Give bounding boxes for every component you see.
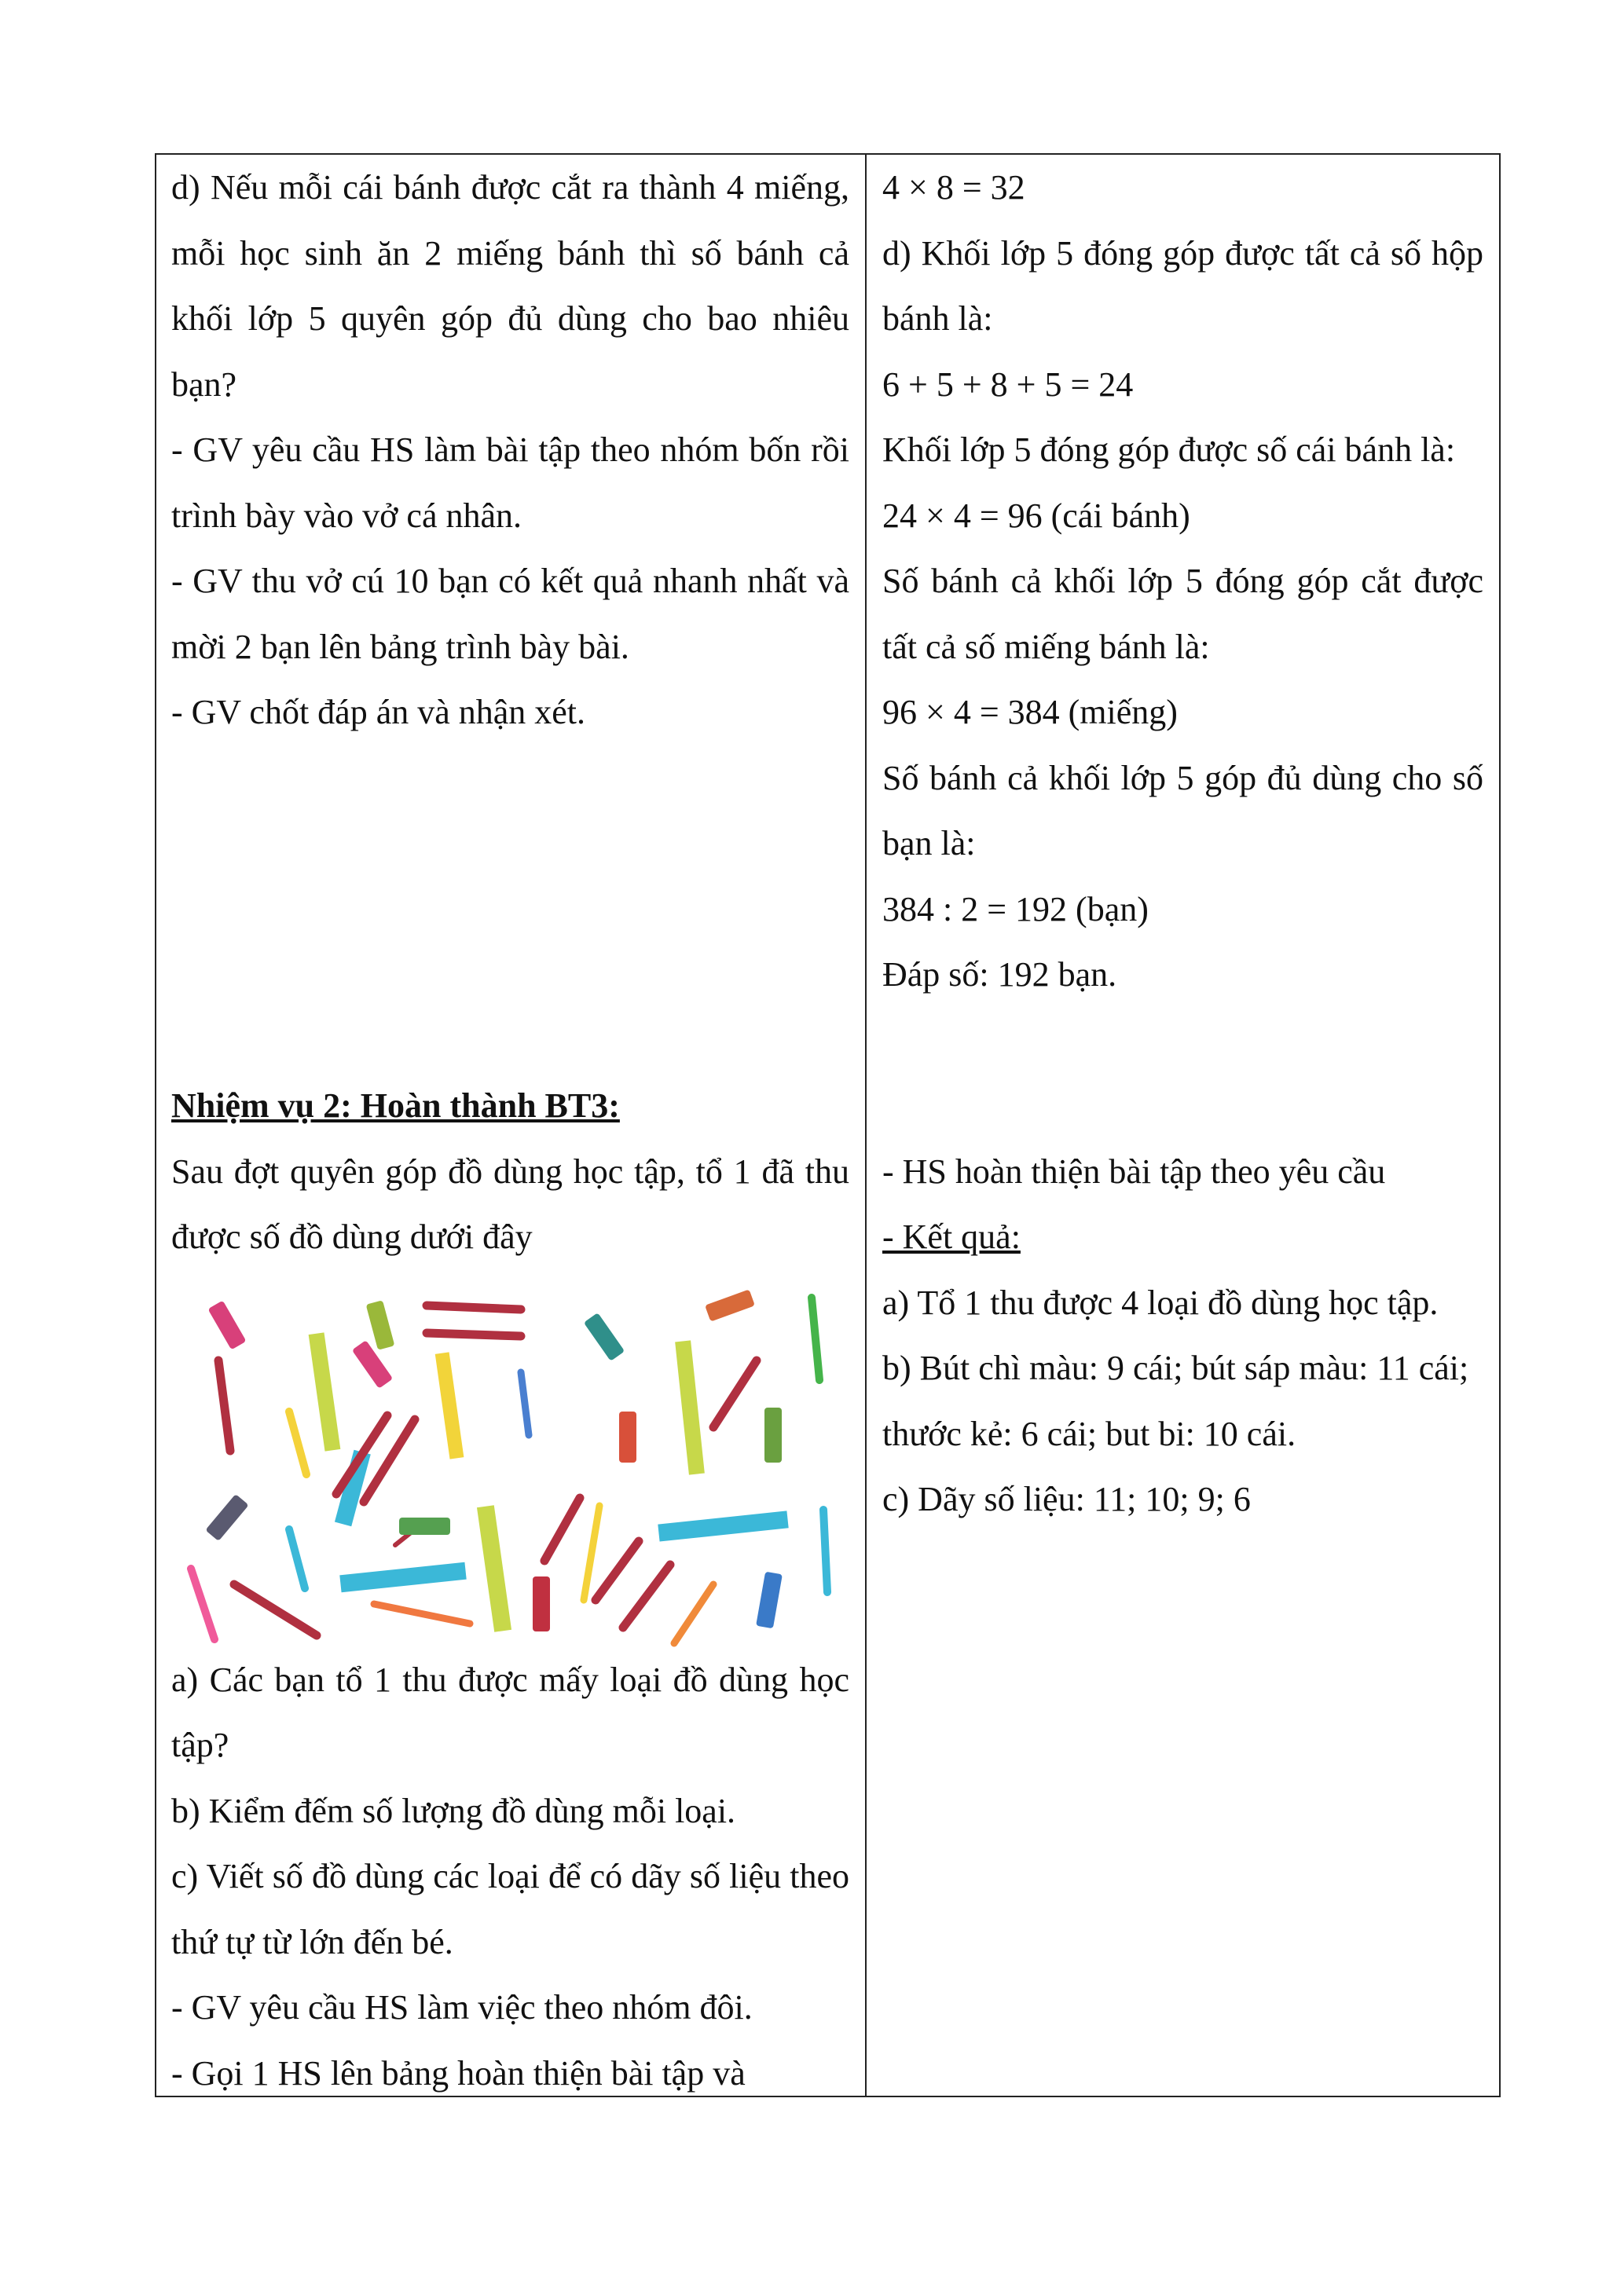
part-d-question: d) Nếu mỗi cái bánh được cắt ra thành 4 miếng, mỗi học sinh ăn 2 miếng bánh thì số bánh cả khối lớp 5 quyên góp đủ dùng cho bao nhiêu bạn? [171,168,849,404]
task2-question-c: c) Viết số đồ dùng các loại để có dãy số liệu theo thứ tự từ lớn đến bé. [171,1857,849,1961]
answer-d-calc-4: 384 : 2 = 192 (bạn) [882,889,1149,928]
result-a: a) Tổ 1 thu được 4 loại đồ dùng học tập. [882,1283,1439,1322]
pencil-icon [191,1298,827,1643]
lesson-table [155,153,1501,2097]
result-b-line-2: thước kẻ: 6 cái; but bi: 10 cái. [882,1414,1296,1453]
answer-d-text-4: Số bánh cả khối lớp 5 góp đủ dùng cho số bạn là: [882,758,1483,862]
part-d-instruction-3: - GV chốt đáp án và nhận xét. [171,693,586,731]
answer-d-calc-1: 6 + 5 + 8 + 5 = 24 [882,364,1134,404]
task2-instruction-1: - GV yêu cầu HS làm việc theo nhóm đôi. [171,1988,753,2027]
part-d-instruction-1: - GV yêu cầu HS làm bài tập theo nhóm bốn rồi trình bày vào vở cá nhân. [171,430,849,535]
task2-heading: Nhiệm vụ 2: Hoàn thành BT3: [171,1086,620,1125]
result-label: - Kết quả: [882,1218,1021,1256]
answer-d-final: Đáp số: 192 bạn. [882,955,1117,994]
answer-d-calc-2: 24 × 4 = 96 (cái bánh) [882,496,1190,535]
task2-intro: Sau đợt quyên góp đồ dùng học tập, tổ 1 đã thu được số đồ dùng dưới đây [171,1152,849,1256]
answer-d-text-3: Số bánh cả khối lớp 5 đóng góp cắt được tất cả số miếng bánh là: [882,562,1483,666]
answer-d-intro: d) Khối lớp 5 đóng góp được tất cả số hộp bánh là: [882,233,1483,338]
answer-d-calc-3: 96 × 4 = 384 (miếng) [882,693,1178,731]
answer-d-text-2: Khối lớp 5 đóng góp được số cái bánh là: [882,430,1456,469]
result-c: c) Dãy số liệu: 11; 10; 9; 6 [882,1480,1251,1518]
student-activity-column [867,155,1499,2096]
school-supplies-illustration [171,1270,851,1647]
task2-question-b: b) Kiểm đếm số lượng đồ dùng mỗi loại. [171,1791,736,1830]
part-d-instruction-2: - GV thu vở cú 10 bạn có kết quả nhanh nhất và mời 2 bạn lên bảng trình bày bài. [171,562,849,666]
task2-instruction-2: - Gọi 1 HS lên bảng hoàn thiện bài tập và [171,2053,746,2093]
pen-icon [218,1305,757,1635]
task2-student-do: - HS hoàn thiện bài tập theo yêu cầu [882,1152,1386,1191]
task2-question-a: a) Các bạn tổ 1 thu được mấy loại đồ dùng học tập? [171,1660,849,1764]
teacher-activity-column [156,155,867,2096]
result-b-line-1: b) Bút chì màu: 9 cái; bút sáp màu: 11 cái; [882,1349,1469,1387]
calc-prev: 4 × 8 = 32 [882,168,1025,207]
